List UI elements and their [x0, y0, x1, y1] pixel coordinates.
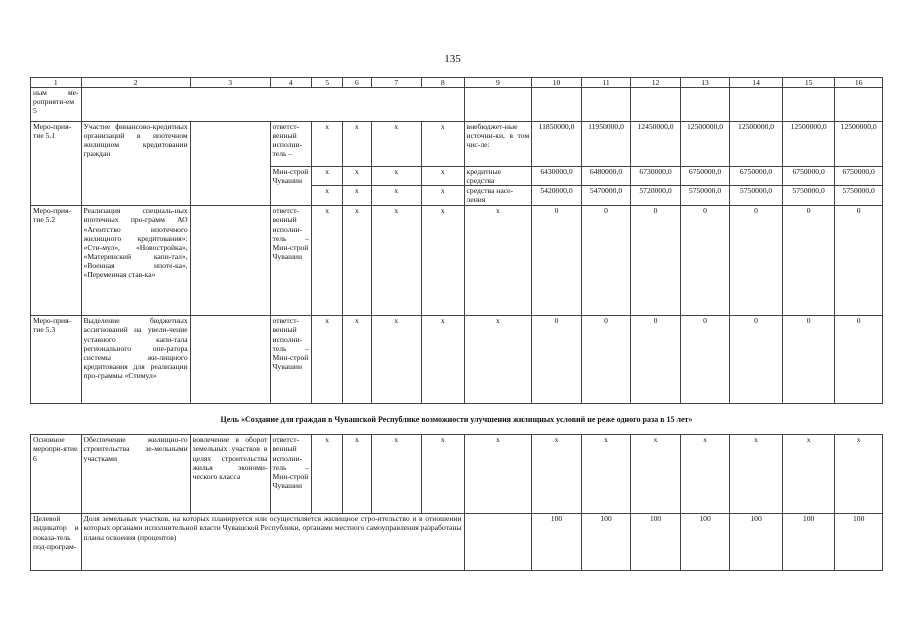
value-cell: 6750000,0 — [680, 167, 730, 186]
value-cell: 0 — [835, 206, 883, 316]
empty-cell — [190, 316, 270, 404]
col-header: 10 — [532, 78, 582, 88]
col-header: 12 — [631, 78, 681, 88]
empty-cell — [464, 514, 532, 571]
table-row — [31, 514, 883, 571]
table-row — [31, 435, 883, 514]
value-cell: 0 — [835, 316, 883, 404]
code-cell: x — [343, 167, 371, 186]
description-cell: Выделение бюджетных ассигнований на увели-чение уставного капи-тала регионального опе-ратора системы жи-лищного кредитования для реализации про-граммы «Стимул» — [81, 316, 190, 404]
empty-cell — [631, 88, 681, 122]
value-cell: x — [631, 435, 681, 514]
value-cell: 11850000,0 — [532, 122, 582, 167]
source-cell: внебюджет-ные источни-ки, в том чис-ле: — [464, 122, 532, 167]
empty-cell — [81, 88, 464, 122]
col-header: 8 — [422, 78, 464, 88]
value-cell: 12500000,0 — [782, 122, 835, 167]
col-header: 6 — [343, 78, 371, 88]
purpose-cell: вовлечение в оборот земельных участков в целях строительства жилья экономи-ческого класса — [190, 435, 270, 514]
indicator-text: Доля земельных участков, на которых планируется или осуществляется жилищное стро-ительство и в отношении которых органами исполнительной власти Чувашской Республики, органами местного самоуправления разработаны планы освоения (процентов) — [81, 514, 464, 571]
column-number-row — [31, 78, 883, 88]
responsible-cell: ответст-венный исполни-тель – — [270, 122, 311, 167]
value-cell: 11950000,0 — [581, 122, 631, 167]
code-cell: x — [422, 206, 464, 316]
value-cell: 12500000,0 — [680, 122, 730, 167]
code-cell: x — [343, 206, 371, 316]
code-cell: x — [371, 206, 422, 316]
col-header: 16 — [835, 78, 883, 88]
value-cell: 12500000,0 — [835, 122, 883, 167]
code-cell: x — [343, 316, 371, 404]
col-header: 11 — [581, 78, 631, 88]
value-cell: 100 — [532, 514, 582, 571]
source-cell: кредитные средства — [464, 167, 532, 186]
value-cell: 5750000,0 — [835, 186, 883, 206]
source-cell: x — [464, 206, 532, 316]
value-cell: 100 — [631, 514, 681, 571]
value-cell: 5750000,0 — [730, 186, 783, 206]
value-cell: 5750000,0 — [782, 186, 835, 206]
code-cell: x — [371, 186, 422, 206]
value-cell: 6730000,0 — [631, 167, 681, 186]
col-header: 3 — [190, 78, 270, 88]
code-cell: x — [371, 435, 422, 514]
empty-cell — [190, 122, 270, 206]
code-cell: x — [311, 122, 342, 167]
value-cell: x — [680, 435, 730, 514]
page-number: 135 — [444, 53, 461, 65]
code-cell: x — [422, 316, 464, 404]
goal-heading: Цель «Создание для граждан в Чувашской Республике возможности улучшения жилищных условий не реже одного раза в 15 лет» — [31, 404, 883, 435]
value-cell: 100 — [835, 514, 883, 571]
value-cell: 100 — [782, 514, 835, 571]
code-cell: x — [343, 186, 371, 206]
code-cell: x — [311, 206, 342, 316]
col-header: 5 — [311, 78, 342, 88]
col-header: 9 — [464, 78, 532, 88]
source-cell: x — [464, 316, 532, 404]
empty-cell — [782, 88, 835, 122]
responsible-cell: ответст-венный исполни-тель – Мин-строй Чувашии — [270, 435, 311, 514]
value-cell: 0 — [782, 206, 835, 316]
program-table — [30, 77, 883, 571]
description-cell: Обеспечение жилищно-го строительства зе-мельными участками — [81, 435, 190, 514]
table-row — [31, 88, 883, 122]
col-header: 2 — [81, 78, 190, 88]
value-cell: 100 — [730, 514, 783, 571]
responsible-cell: ответст-венный исполни-тель – Мин-строй Чувашии — [270, 206, 311, 316]
value-cell: 5420000,0 — [532, 186, 582, 206]
responsible-cell: ответст-венный исполни-тель – Мин-строй Чувашии — [270, 316, 311, 404]
activity-cell: ным ме-роприяти-ем 5 — [31, 88, 82, 122]
value-cell: x — [730, 435, 783, 514]
value-cell: 0 — [631, 316, 681, 404]
activity-cell: Меро-прия-тие 5.1 — [31, 122, 82, 206]
col-header: 13 — [680, 78, 730, 88]
activity-cell: Меро-прия-тие 5.3 — [31, 316, 82, 404]
value-cell: x — [835, 435, 883, 514]
code-cell: x — [311, 186, 342, 206]
source-cell: средства насе-ления — [464, 186, 532, 206]
value-cell: 0 — [680, 316, 730, 404]
value-cell: 0 — [532, 206, 582, 316]
activity-cell: Основное меропри-ятие 6 — [31, 435, 82, 514]
code-cell: x — [422, 186, 464, 206]
value-cell: 6750000,0 — [730, 167, 783, 186]
empty-cell — [464, 88, 532, 122]
empty-cell — [581, 88, 631, 122]
table-row — [31, 206, 883, 316]
value-cell: 0 — [581, 206, 631, 316]
value-cell: 5720000,0 — [631, 186, 681, 206]
code-cell: x — [343, 122, 371, 167]
value-cell: 0 — [532, 316, 582, 404]
empty-cell — [680, 88, 730, 122]
empty-cell — [190, 206, 270, 316]
col-header: 15 — [782, 78, 835, 88]
activity-cell: Целевой индикатор и показа-тель под-програм- — [31, 514, 82, 571]
table-row — [31, 316, 883, 404]
col-header: 4 — [270, 78, 311, 88]
value-cell: 5470000,0 — [581, 186, 631, 206]
value-cell: 12500000,0 — [730, 122, 783, 167]
description-cell: Реализация специаль-ных ипотечных про-грамм АО «Агентство ипотечного жилищного кредитования»: «Сти-мул», «Новостройка», «Материнский капи-тал», «Военная ипоте-ка», «Переменная став-ка» — [81, 206, 190, 316]
code-cell: x — [422, 122, 464, 167]
table-row — [31, 122, 883, 167]
value-cell: x — [581, 435, 631, 514]
value-cell: 6750000,0 — [782, 167, 835, 186]
source-cell: x — [464, 435, 532, 514]
value-cell: 100 — [680, 514, 730, 571]
empty-cell — [730, 88, 783, 122]
value-cell: 100 — [581, 514, 631, 571]
code-cell: x — [371, 167, 422, 186]
responsible-cell: Мин-строй Чувашии — [270, 167, 311, 206]
code-cell: x — [311, 435, 342, 514]
code-cell: x — [311, 167, 342, 186]
code-cell: x — [311, 316, 342, 404]
value-cell: 6750000,0 — [835, 167, 883, 186]
value-cell: 0 — [730, 316, 783, 404]
code-cell: x — [371, 316, 422, 404]
value-cell: x — [532, 435, 582, 514]
value-cell: 0 — [680, 206, 730, 316]
col-header: 7 — [371, 78, 422, 88]
code-cell: x — [422, 435, 464, 514]
value-cell: 0 — [631, 206, 681, 316]
value-cell: 0 — [782, 316, 835, 404]
col-header: 1 — [31, 78, 82, 88]
col-header: 14 — [730, 78, 783, 88]
value-cell: 0 — [581, 316, 631, 404]
value-cell: 6480000,0 — [581, 167, 631, 186]
code-cell: x — [343, 435, 371, 514]
value-cell: x — [782, 435, 835, 514]
value-cell: 5750000,0 — [680, 186, 730, 206]
value-cell: 6430000,0 — [532, 167, 582, 186]
activity-cell: Меро-прия-тие 5.2 — [31, 206, 82, 316]
code-cell: x — [371, 122, 422, 167]
empty-cell — [532, 88, 582, 122]
description-cell: Участие финансово-кредитных организаций в ипотечном жилищном кредитовании граждан — [81, 122, 190, 206]
empty-cell — [835, 88, 883, 122]
value-cell: 0 — [730, 206, 783, 316]
value-cell: 12450000,0 — [631, 122, 681, 167]
code-cell: x — [422, 167, 464, 186]
goal-row — [31, 404, 883, 435]
